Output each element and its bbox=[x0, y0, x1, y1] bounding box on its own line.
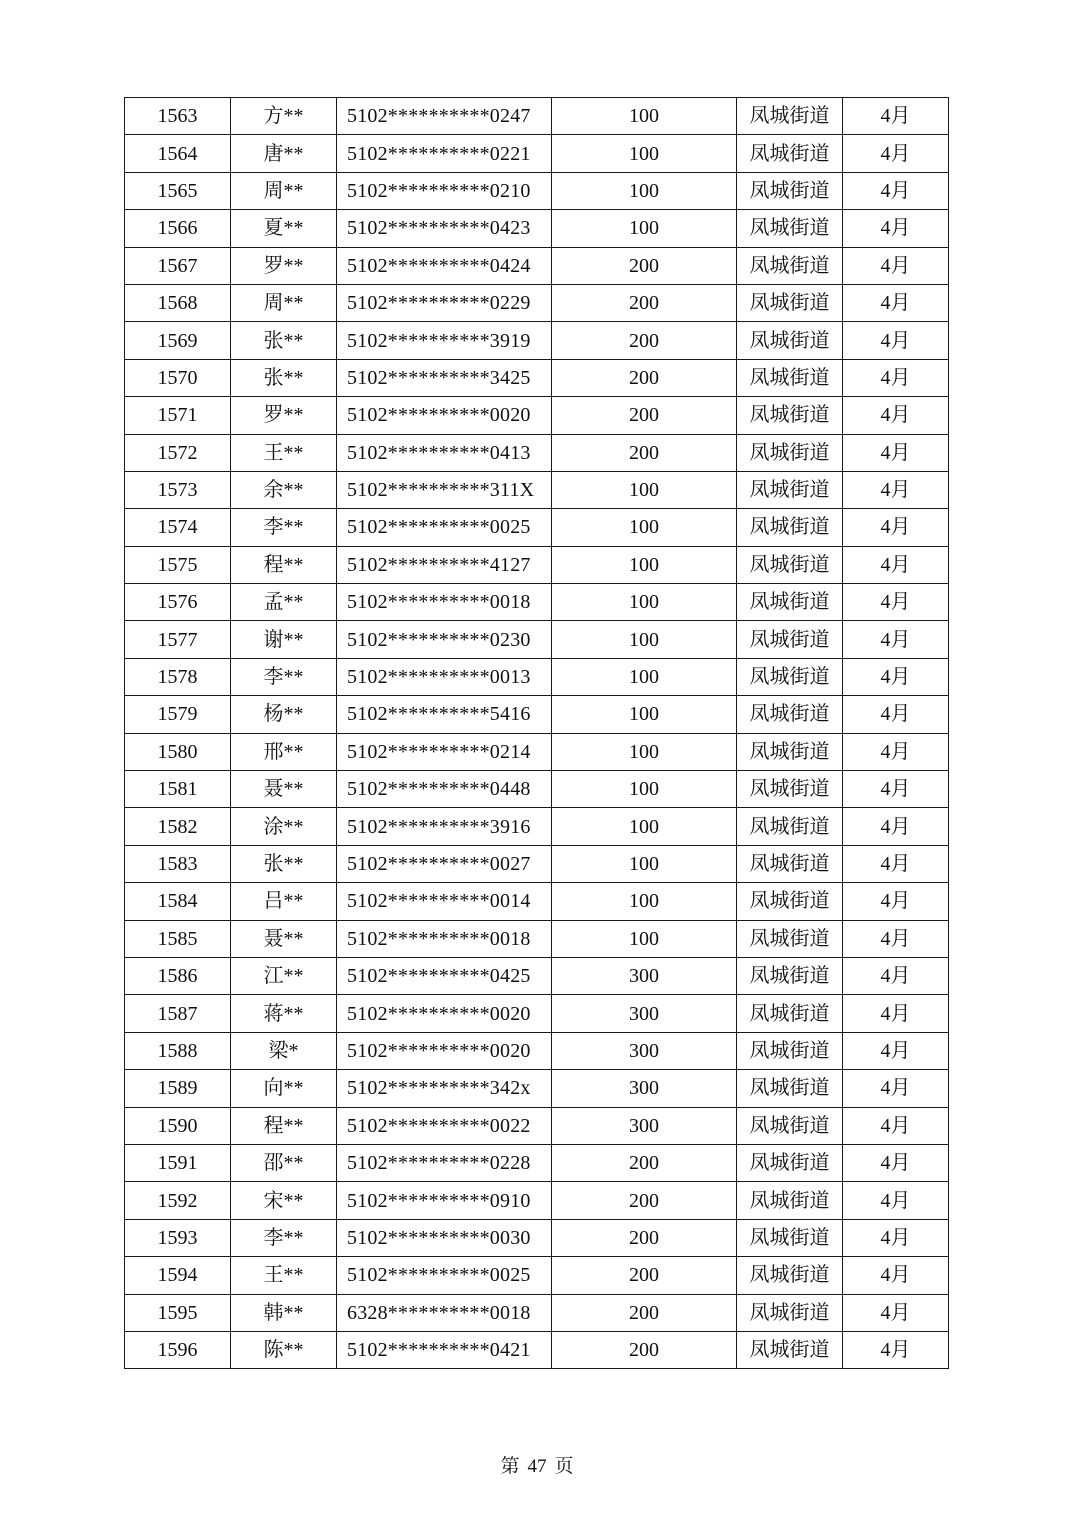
serial-cell: 1565 bbox=[125, 172, 231, 209]
month-cell: 4月 bbox=[843, 546, 949, 583]
id-number-cell: 5102**********0210 bbox=[337, 172, 552, 209]
amount-cell: 300 bbox=[552, 995, 737, 1032]
table-row bbox=[125, 1331, 949, 1368]
name-cell: 李** bbox=[231, 1219, 337, 1256]
id-number-cell: 5102**********0027 bbox=[337, 845, 552, 882]
id-number-cell: 6328**********0018 bbox=[337, 1294, 552, 1331]
month-cell: 4月 bbox=[843, 1219, 949, 1256]
serial-cell: 1596 bbox=[125, 1331, 231, 1368]
amount-cell: 100 bbox=[552, 210, 737, 247]
amount-cell: 200 bbox=[552, 1294, 737, 1331]
name-cell: 吕** bbox=[231, 883, 337, 920]
amount-cell: 100 bbox=[552, 135, 737, 172]
table-row bbox=[125, 172, 949, 209]
month-cell: 4月 bbox=[843, 322, 949, 359]
street-cell: 凤城街道 bbox=[737, 584, 843, 621]
table-row bbox=[125, 471, 949, 508]
table-row bbox=[125, 546, 949, 583]
month-cell: 4月 bbox=[843, 808, 949, 845]
id-number-cell: 5102**********0230 bbox=[337, 621, 552, 658]
table-row bbox=[125, 1257, 949, 1294]
amount-cell: 100 bbox=[552, 471, 737, 508]
street-cell: 凤城街道 bbox=[737, 995, 843, 1032]
table-row bbox=[125, 845, 949, 882]
street-cell: 凤城街道 bbox=[737, 1107, 843, 1144]
street-cell: 凤城街道 bbox=[737, 771, 843, 808]
id-number-cell: 5102**********0448 bbox=[337, 771, 552, 808]
amount-cell: 100 bbox=[552, 696, 737, 733]
month-cell: 4月 bbox=[843, 247, 949, 284]
serial-cell: 1581 bbox=[125, 771, 231, 808]
street-cell: 凤城街道 bbox=[737, 957, 843, 994]
month-cell: 4月 bbox=[843, 98, 949, 135]
street-cell: 凤城街道 bbox=[737, 1070, 843, 1107]
serial-cell: 1567 bbox=[125, 247, 231, 284]
amount-cell: 200 bbox=[552, 247, 737, 284]
amount-cell: 300 bbox=[552, 957, 737, 994]
name-cell: 蒋** bbox=[231, 995, 337, 1032]
street-cell: 凤城街道 bbox=[737, 808, 843, 845]
table-row bbox=[125, 397, 949, 434]
id-number-cell: 5102**********0425 bbox=[337, 957, 552, 994]
id-number-cell: 5102**********0030 bbox=[337, 1219, 552, 1256]
serial-cell: 1572 bbox=[125, 434, 231, 471]
id-number-cell: 5102**********0424 bbox=[337, 247, 552, 284]
month-cell: 4月 bbox=[843, 1032, 949, 1069]
serial-cell: 1593 bbox=[125, 1219, 231, 1256]
amount-cell: 200 bbox=[552, 284, 737, 321]
id-number-cell: 5102**********0022 bbox=[337, 1107, 552, 1144]
serial-cell: 1571 bbox=[125, 397, 231, 434]
name-cell: 程** bbox=[231, 546, 337, 583]
table-row bbox=[125, 247, 949, 284]
month-cell: 4月 bbox=[843, 284, 949, 321]
month-cell: 4月 bbox=[843, 957, 949, 994]
id-number-cell: 5102**********0013 bbox=[337, 658, 552, 695]
id-number-cell: 5102**********3919 bbox=[337, 322, 552, 359]
serial-cell: 1576 bbox=[125, 584, 231, 621]
amount-cell: 100 bbox=[552, 172, 737, 209]
table-row bbox=[125, 1219, 949, 1256]
id-number-cell: 5102**********0421 bbox=[337, 1331, 552, 1368]
amount-cell: 100 bbox=[552, 658, 737, 695]
id-number-cell: 5102**********4127 bbox=[337, 546, 552, 583]
amount-cell: 300 bbox=[552, 1032, 737, 1069]
street-cell: 凤城街道 bbox=[737, 135, 843, 172]
table-row bbox=[125, 509, 949, 546]
id-number-cell: 5102**********0423 bbox=[337, 210, 552, 247]
name-cell: 张** bbox=[231, 322, 337, 359]
name-cell: 王** bbox=[231, 434, 337, 471]
name-cell: 韩** bbox=[231, 1294, 337, 1331]
month-cell: 4月 bbox=[843, 883, 949, 920]
id-number-cell: 5102**********0018 bbox=[337, 920, 552, 957]
table-row bbox=[125, 696, 949, 733]
month-cell: 4月 bbox=[843, 658, 949, 695]
amount-cell: 100 bbox=[552, 98, 737, 135]
serial-cell: 1564 bbox=[125, 135, 231, 172]
amount-cell: 100 bbox=[552, 808, 737, 845]
serial-cell: 1587 bbox=[125, 995, 231, 1032]
serial-cell: 1568 bbox=[125, 284, 231, 321]
month-cell: 4月 bbox=[843, 210, 949, 247]
name-cell: 杨** bbox=[231, 696, 337, 733]
street-cell: 凤城街道 bbox=[737, 920, 843, 957]
month-cell: 4月 bbox=[843, 920, 949, 957]
subsidy-roster-table bbox=[124, 97, 949, 1369]
amount-cell: 200 bbox=[552, 322, 737, 359]
amount-cell: 200 bbox=[552, 1182, 737, 1219]
table-row bbox=[125, 808, 949, 845]
table-row bbox=[125, 1032, 949, 1069]
amount-cell: 100 bbox=[552, 509, 737, 546]
amount-cell: 100 bbox=[552, 733, 737, 770]
month-cell: 4月 bbox=[843, 1257, 949, 1294]
street-cell: 凤城街道 bbox=[737, 1257, 843, 1294]
id-number-cell: 5102**********0025 bbox=[337, 509, 552, 546]
id-number-cell: 5102**********0221 bbox=[337, 135, 552, 172]
id-number-cell: 5102**********0413 bbox=[337, 434, 552, 471]
table-row bbox=[125, 1107, 949, 1144]
month-cell: 4月 bbox=[843, 696, 949, 733]
serial-cell: 1595 bbox=[125, 1294, 231, 1331]
month-cell: 4月 bbox=[843, 1107, 949, 1144]
name-cell: 方** bbox=[231, 98, 337, 135]
street-cell: 凤城街道 bbox=[737, 1144, 843, 1181]
serial-cell: 1579 bbox=[125, 696, 231, 733]
id-number-cell: 5102**********0025 bbox=[337, 1257, 552, 1294]
table-row bbox=[125, 135, 949, 172]
month-cell: 4月 bbox=[843, 1294, 949, 1331]
street-cell: 凤城街道 bbox=[737, 1032, 843, 1069]
table-row bbox=[125, 210, 949, 247]
name-cell: 涂** bbox=[231, 808, 337, 845]
street-cell: 凤城街道 bbox=[737, 1331, 843, 1368]
month-cell: 4月 bbox=[843, 584, 949, 621]
table-row bbox=[125, 284, 949, 321]
month-cell: 4月 bbox=[843, 359, 949, 396]
serial-cell: 1569 bbox=[125, 322, 231, 359]
street-cell: 凤城街道 bbox=[737, 172, 843, 209]
amount-cell: 300 bbox=[552, 1107, 737, 1144]
serial-cell: 1592 bbox=[125, 1182, 231, 1219]
serial-cell: 1574 bbox=[125, 509, 231, 546]
month-cell: 4月 bbox=[843, 1182, 949, 1219]
name-cell: 夏** bbox=[231, 210, 337, 247]
table-row bbox=[125, 883, 949, 920]
street-cell: 凤城街道 bbox=[737, 397, 843, 434]
month-cell: 4月 bbox=[843, 434, 949, 471]
month-cell: 4月 bbox=[843, 771, 949, 808]
serial-cell: 1577 bbox=[125, 621, 231, 658]
name-cell: 程** bbox=[231, 1107, 337, 1144]
street-cell: 凤城街道 bbox=[737, 322, 843, 359]
month-cell: 4月 bbox=[843, 135, 949, 172]
street-cell: 凤城街道 bbox=[737, 1294, 843, 1331]
id-number-cell: 5102**********342x bbox=[337, 1070, 552, 1107]
name-cell: 周** bbox=[231, 284, 337, 321]
amount-cell: 100 bbox=[552, 883, 737, 920]
amount-cell: 100 bbox=[552, 771, 737, 808]
name-cell: 罗** bbox=[231, 397, 337, 434]
id-number-cell: 5102**********5416 bbox=[337, 696, 552, 733]
page-number: 47 bbox=[527, 1456, 547, 1477]
serial-cell: 1583 bbox=[125, 845, 231, 882]
street-cell: 凤城街道 bbox=[737, 471, 843, 508]
id-number-cell: 5102**********0214 bbox=[337, 733, 552, 770]
month-cell: 4月 bbox=[843, 172, 949, 209]
amount-cell: 200 bbox=[552, 1219, 737, 1256]
amount-cell: 100 bbox=[552, 845, 737, 882]
amount-cell: 200 bbox=[552, 1144, 737, 1181]
street-cell: 凤城街道 bbox=[737, 247, 843, 284]
name-cell: 余** bbox=[231, 471, 337, 508]
serial-cell: 1582 bbox=[125, 808, 231, 845]
month-cell: 4月 bbox=[843, 397, 949, 434]
amount-cell: 200 bbox=[552, 1257, 737, 1294]
table-row bbox=[125, 995, 949, 1032]
table-row bbox=[125, 1294, 949, 1331]
id-number-cell: 5102**********3425 bbox=[337, 359, 552, 396]
page-label-suffix: 页 bbox=[554, 1456, 574, 1477]
id-number-cell: 5102**********0014 bbox=[337, 883, 552, 920]
amount-cell: 200 bbox=[552, 397, 737, 434]
month-cell: 4月 bbox=[843, 1144, 949, 1181]
name-cell: 梁* bbox=[231, 1032, 337, 1069]
amount-cell: 100 bbox=[552, 621, 737, 658]
table-row bbox=[125, 621, 949, 658]
name-cell: 聂** bbox=[231, 920, 337, 957]
id-number-cell: 5102**********0018 bbox=[337, 584, 552, 621]
id-number-cell: 5102**********0910 bbox=[337, 1182, 552, 1219]
serial-cell: 1573 bbox=[125, 471, 231, 508]
street-cell: 凤城街道 bbox=[737, 621, 843, 658]
table-row bbox=[125, 584, 949, 621]
amount-cell: 100 bbox=[552, 546, 737, 583]
amount-cell: 200 bbox=[552, 434, 737, 471]
amount-cell: 100 bbox=[552, 584, 737, 621]
table-row bbox=[125, 1070, 949, 1107]
serial-cell: 1578 bbox=[125, 658, 231, 695]
name-cell: 张** bbox=[231, 845, 337, 882]
name-cell: 邢** bbox=[231, 733, 337, 770]
id-number-cell: 5102**********0247 bbox=[337, 98, 552, 135]
street-cell: 凤城街道 bbox=[737, 98, 843, 135]
serial-cell: 1566 bbox=[125, 210, 231, 247]
table-row bbox=[125, 920, 949, 957]
table-row bbox=[125, 771, 949, 808]
name-cell: 江** bbox=[231, 957, 337, 994]
name-cell: 唐** bbox=[231, 135, 337, 172]
street-cell: 凤城街道 bbox=[737, 284, 843, 321]
id-number-cell: 5102**********0229 bbox=[337, 284, 552, 321]
serial-cell: 1591 bbox=[125, 1144, 231, 1181]
month-cell: 4月 bbox=[843, 1331, 949, 1368]
serial-cell: 1580 bbox=[125, 733, 231, 770]
name-cell: 孟** bbox=[231, 584, 337, 621]
amount-cell: 100 bbox=[552, 920, 737, 957]
id-number-cell: 5102**********0020 bbox=[337, 397, 552, 434]
month-cell: 4月 bbox=[843, 733, 949, 770]
id-number-cell: 5102**********311X bbox=[337, 471, 552, 508]
amount-cell: 200 bbox=[552, 359, 737, 396]
id-number-cell: 5102**********3916 bbox=[337, 808, 552, 845]
table-row bbox=[125, 733, 949, 770]
name-cell: 宋** bbox=[231, 1182, 337, 1219]
street-cell: 凤城街道 bbox=[737, 845, 843, 882]
month-cell: 4月 bbox=[843, 471, 949, 508]
month-cell: 4月 bbox=[843, 509, 949, 546]
table-row bbox=[125, 658, 949, 695]
name-cell: 聂** bbox=[231, 771, 337, 808]
serial-cell: 1585 bbox=[125, 920, 231, 957]
table-body bbox=[125, 98, 949, 1369]
serial-cell: 1590 bbox=[125, 1107, 231, 1144]
name-cell: 陈** bbox=[231, 1331, 337, 1368]
street-cell: 凤城街道 bbox=[737, 546, 843, 583]
id-number-cell: 5102**********0020 bbox=[337, 1032, 552, 1069]
serial-cell: 1589 bbox=[125, 1070, 231, 1107]
amount-cell: 300 bbox=[552, 1070, 737, 1107]
serial-cell: 1563 bbox=[125, 98, 231, 135]
serial-cell: 1594 bbox=[125, 1257, 231, 1294]
name-cell: 王** bbox=[231, 1257, 337, 1294]
name-cell: 李** bbox=[231, 658, 337, 695]
street-cell: 凤城街道 bbox=[737, 1219, 843, 1256]
page-footer bbox=[0, 1456, 1074, 1478]
table-row bbox=[125, 1144, 949, 1181]
page-label-prefix: 第 bbox=[500, 1456, 520, 1477]
street-cell: 凤城街道 bbox=[737, 658, 843, 695]
month-cell: 4月 bbox=[843, 621, 949, 658]
month-cell: 4月 bbox=[843, 845, 949, 882]
table-row bbox=[125, 1182, 949, 1219]
serial-cell: 1586 bbox=[125, 957, 231, 994]
month-cell: 4月 bbox=[843, 995, 949, 1032]
month-cell: 4月 bbox=[843, 1070, 949, 1107]
table-row bbox=[125, 359, 949, 396]
street-cell: 凤城街道 bbox=[737, 210, 843, 247]
street-cell: 凤城街道 bbox=[737, 1182, 843, 1219]
name-cell: 罗** bbox=[231, 247, 337, 284]
street-cell: 凤城街道 bbox=[737, 434, 843, 471]
serial-cell: 1575 bbox=[125, 546, 231, 583]
name-cell: 张** bbox=[231, 359, 337, 396]
name-cell: 周** bbox=[231, 172, 337, 209]
serial-cell: 1584 bbox=[125, 883, 231, 920]
id-number-cell: 5102**********0020 bbox=[337, 995, 552, 1032]
name-cell: 邵** bbox=[231, 1144, 337, 1181]
street-cell: 凤城街道 bbox=[737, 696, 843, 733]
name-cell: 谢** bbox=[231, 621, 337, 658]
name-cell: 李** bbox=[231, 509, 337, 546]
table-row bbox=[125, 957, 949, 994]
id-number-cell: 5102**********0228 bbox=[337, 1144, 552, 1181]
serial-cell: 1570 bbox=[125, 359, 231, 396]
street-cell: 凤城街道 bbox=[737, 509, 843, 546]
table-row bbox=[125, 434, 949, 471]
street-cell: 凤城街道 bbox=[737, 359, 843, 396]
street-cell: 凤城街道 bbox=[737, 883, 843, 920]
name-cell: 向** bbox=[231, 1070, 337, 1107]
amount-cell: 200 bbox=[552, 1331, 737, 1368]
street-cell: 凤城街道 bbox=[737, 733, 843, 770]
table-row bbox=[125, 98, 949, 135]
table-row bbox=[125, 322, 949, 359]
serial-cell: 1588 bbox=[125, 1032, 231, 1069]
